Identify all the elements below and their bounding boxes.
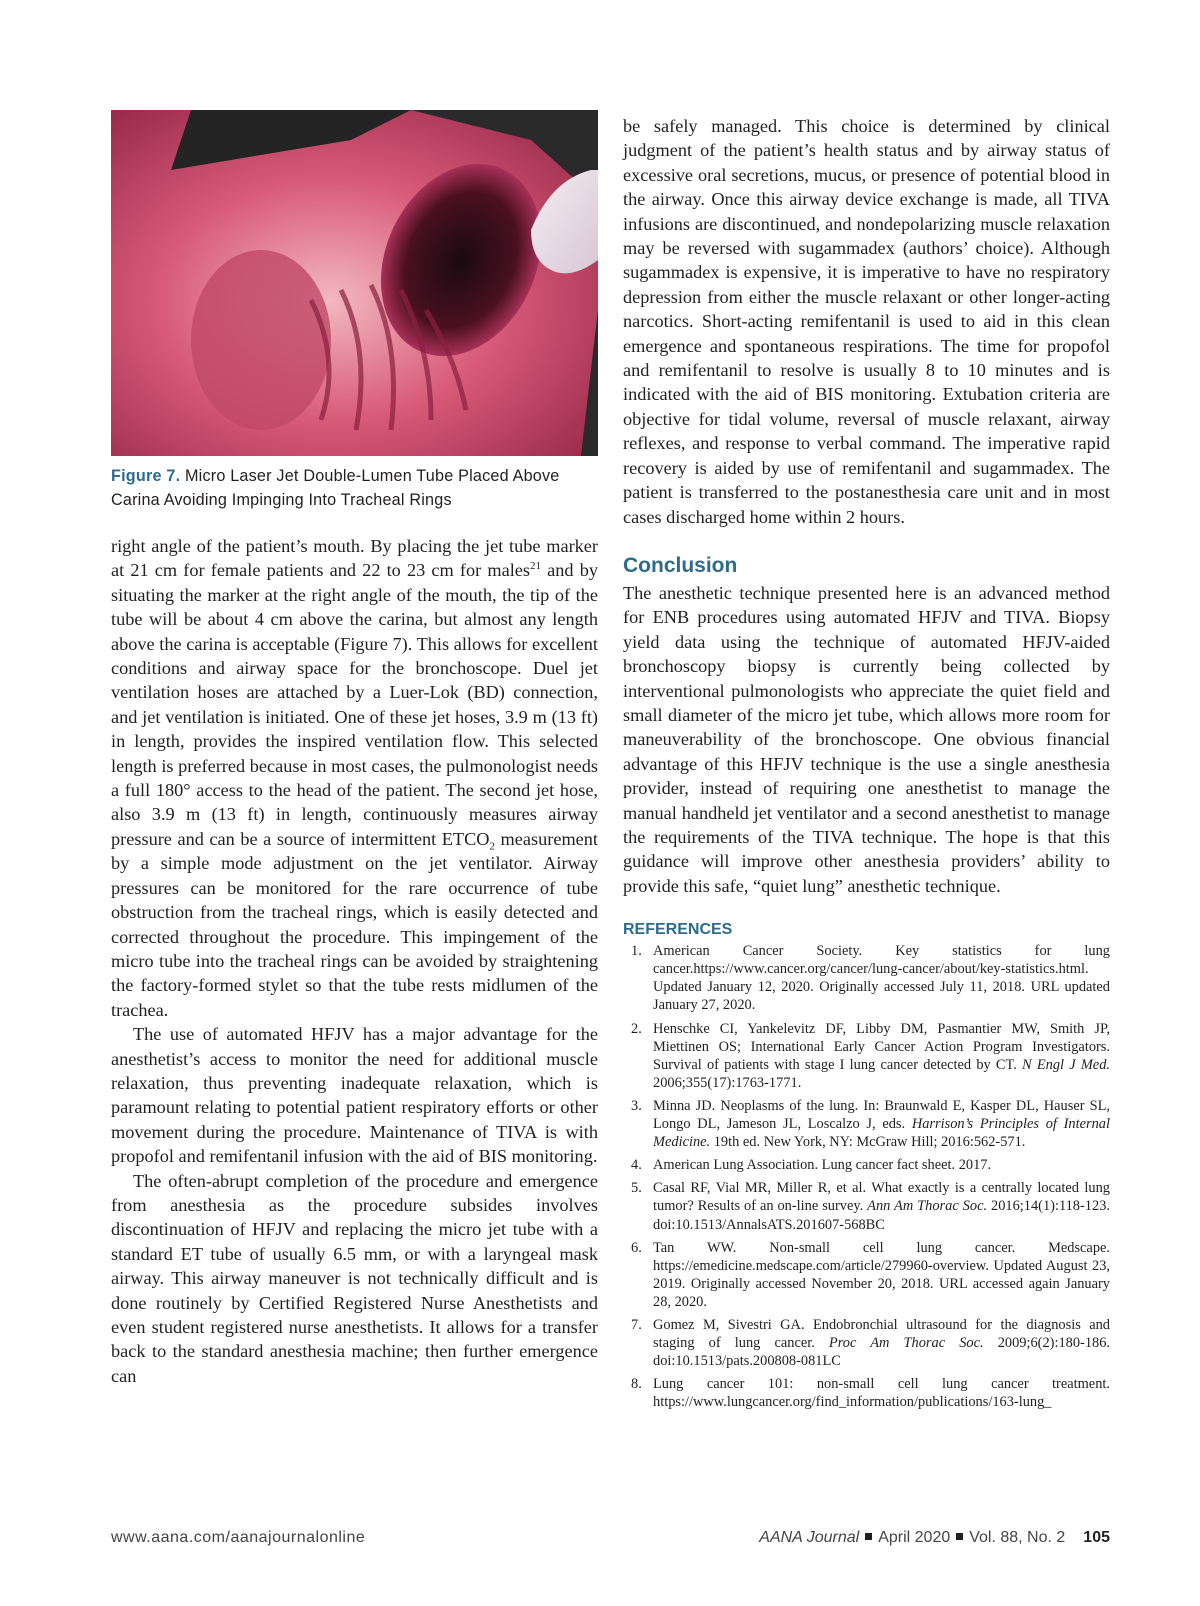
reference-item <box>623 1156 1110 1174</box>
reference-number: 5. <box>631 1180 642 1197</box>
right-paragraph-1: be safely managed. This choice is determined by clinical judgment of the patient’s health status and by airway status of excessive oral secretions, mucus, or presence of potential blood in the airway. Once this airway device exchange is made, all TIVA infusions are discontinued, and nondepolarizing muscle relaxation may be reversed with sugammadex (authors’ choice). Although sugammadex is expensive, it is imperative to have no respiratory depression from either the muscle relaxant or other longer-acting narcotics. Short-acting remifentanil is used to aid in this clean emergence and spontaneous respirations. The time for propofol and remifentanil to resolve is usually 8 to 10 minutes and is indicated with the aid of BIS monitoring. Extubation criteria are objective for tidal volume, reversal of muscle relaxant, airway reflexes, and response to verbal command. The imperative rapid recovery is aided by use of remifentanil and sugammadex. The patient is transferred to the postanesthesia care unit and in most cases discharged home within 2 hours. <box>623 116 1110 527</box>
conclusion-paragraph: The anesthetic technique presented here is an advanced method for ENB procedures using automated HFJV and TIVA. Biopsy yield data using the technique of automated HFJV-aided bronchoscopy biopsy is currently being collected by interventional pulmonologists who appreciate the quiet field and small diameter of the micro jet tube, which allows more room for maneuverability of the bronchoscope. One obvious financial advantage of this HFJV technique is the use a single anesthesia provider, instead of requiring one anesthetist to manage the manual handheld jet ventilator and a second anesthetist to manage the requirements of the TIVA technique. The hope is that this guidance will improve other anesthesia providers’ ability to provide this safe, “quiet lung” anesthetic technique. <box>623 582 1110 896</box>
reference-italic: N Engl J Med. <box>1022 1056 1110 1073</box>
square-separator-icon <box>956 1533 963 1540</box>
citation-superscript: 21 <box>530 560 542 573</box>
reference-text: Gomez M, Sivestri GA. Endobronchial ultrasound for the diagnosis and staging of lung cancer. <box>653 1316 1110 1352</box>
reference-text-end: 2016;14(1):118-123. doi:10.1513/AnnalsATS.201607-568BC <box>653 1198 1110 1233</box>
reference-number: 7. <box>631 1316 642 1333</box>
footer-citation <box>658 1529 1110 1547</box>
subscript: 2 <box>489 840 495 853</box>
reference-text: Tan WW. Non-small cell lung cancer. Medscape. https://emedicine.medscape.com/article/279960-overview. Updated August 23, 2019. Originally accessed November 20, 2018. URL accessed again January 28, 2020. <box>653 1239 1110 1310</box>
left-p1-part-b: and by situating the marker at the right angle of the mouth, the tip of the tube will be about 4 cm above the carina, but almost any length above the carina is acceptable (Figure 7). This allows for excellent conditions and airway space for the bronchoscope. Duel jet ventilation hoses are attached by a Luer-Lok (BD) connection, and jet ventilation is initiated. One of these jet hoses, 3.9 m (13 ft) in length, provides the inspired ventilation flow. This selected length is preferred because in most cases, the pulmonologist needs a full 180° access to the head of the patient. The second jet hose, also 3.9 m (13 ft) in length, continuously measures airway pressure and can be a source of intermittent ETCO <box>111 560 598 849</box>
reference-number: 8. <box>631 1376 642 1393</box>
left-paragraph-2: The use of automated HFJV has a major advantage for the anesthetist’s access to monitor the need for additional muscle relaxation, thus preventing inadequate relaxation, which is paramount relating to potential patient respiratory efforts or other movement during the procedure. Maintenance of TIVA is with propofol and remifentanil infusion with the aid of BIS monitoring. <box>111 1024 598 1167</box>
left-p1-part-c: measurement by a simple mode adjustment on the jet ventilator. Airway pressures can be monitored for the rare occurrence of tube obstruction from the tracheal rings, which is easily detected and corrected throughout the procedure. This impingement of the micro tube into the tracheal rings can be avoided by straightening the factory-formed stylet so that the tube rests midlumen of the trachea. <box>111 828 599 1020</box>
left-paragraph-1 <box>111 534 598 1022</box>
left-paragraph-3: The often-abrupt completion of the procedure and emergence from anesthesia as the procedure subsides involves discontinuation of HFJV and replacing the micro jet tube with a standard ET tube of usually 6.5 mm, or with a laryngeal mask airway. This airway maneuver is not technically difficult and is done routinely by Certified Registered Nurse Anesthetists and even student registered nurse anesthetists. It allows for a transfer back to the standard anesthesia machine; then further emergence can <box>111 1170 598 1386</box>
reference-item <box>623 1375 1110 1411</box>
reference-number: 6. <box>631 1239 642 1256</box>
reference-item <box>623 1020 1110 1092</box>
reference-text: Henschke CI, Yankelevitz DF, Libby DM, Pasmantier MW, Smith JP, Miettinen OS; International Early Cancer Action Program Investigators. Survival of patients with stage I lung cancer detected by CT. <box>653 1020 1110 1073</box>
conclusion-heading: Conclusion <box>623 553 738 577</box>
reference-text: American Lung Association. Lung cancer fact sheet. 2017. <box>653 1157 992 1174</box>
reference-number: 1. <box>631 943 642 960</box>
reference-italic: Harrison’s Principles of Internal Medicine. <box>653 1116 1110 1151</box>
reference-italic: Ann Am Thorac Soc. <box>867 1198 988 1215</box>
figure-caption-text: Micro Laser Jet Double-Lumen Tube Placed Above Carina Avoiding Impinging Into Tracheal Rings <box>111 467 560 509</box>
reference-text: Casal RF, Vial MR, Miller R, et al. What exactly is a centrally located lung tumor? Results of an on-line survey. <box>653 1180 1110 1215</box>
reference-text: Lung cancer 101: non-small cell lung cancer treatment. https://www.lungcancer.org/find_information/publications/163-lung_ <box>653 1376 1110 1411</box>
references-list <box>623 942 1110 1411</box>
reference-number: 3. <box>631 1097 642 1114</box>
reference-text: American Cancer Society. Key statistics for lung cancer.https://www.cancer.org/cancer/lung-cancer/about/key-statistics.html. Updated January 12, 2020. Originally accessed July 11, 2018. URL updated January 27, 2020. <box>653 943 1110 1014</box>
reference-number: 2. <box>631 1020 642 1037</box>
left-p1-part-a: right angle of the patient’s mouth. By placing the jet tube marker at 21 cm for female patients and 22 to 23 cm for males <box>111 536 598 581</box>
reference-text-end: 19th ed. New York, NY: McGraw Hill; 2016:562-571. <box>710 1134 1026 1151</box>
reference-text-end: 2006;355(17):1763-1771. <box>653 1074 802 1091</box>
footer-url: www.aana.com/aanajournalonline <box>111 1529 366 1546</box>
reference-item <box>623 1316 1110 1370</box>
footer-volume: Vol. 88, No. 2 <box>969 1529 1066 1546</box>
references-heading: REFERENCES <box>623 921 733 939</box>
square-separator-icon <box>865 1533 872 1540</box>
right-column <box>623 114 1110 1416</box>
reference-item <box>623 942 1110 1014</box>
reference-text: Minna JD. Neoplasms of the lung. In: Braunwald E, Kasper DL, Hauser SL, Longo DL, Jameson JL, Loscalzo J, eds. <box>653 1097 1110 1133</box>
reference-item <box>623 1239 1110 1311</box>
reference-text-end: 2009;6(2):180-186. doi:10.1513/pats.200808-081LC <box>653 1335 1111 1370</box>
footer-date: April 2020 <box>878 1529 951 1546</box>
left-column <box>111 110 598 1388</box>
figure-label: Figure 7. <box>111 467 181 485</box>
page-number: 105 <box>1083 1529 1110 1546</box>
reference-italic: Proc Am Thorac Soc. <box>828 1335 984 1352</box>
footer-journal: AANA Journal <box>759 1529 860 1546</box>
reference-number: 4. <box>631 1157 642 1174</box>
bronchoscopy-photo <box>111 110 598 456</box>
reference-item <box>623 1097 1110 1151</box>
reference-item <box>623 1179 1110 1233</box>
figure-caption <box>111 464 598 512</box>
